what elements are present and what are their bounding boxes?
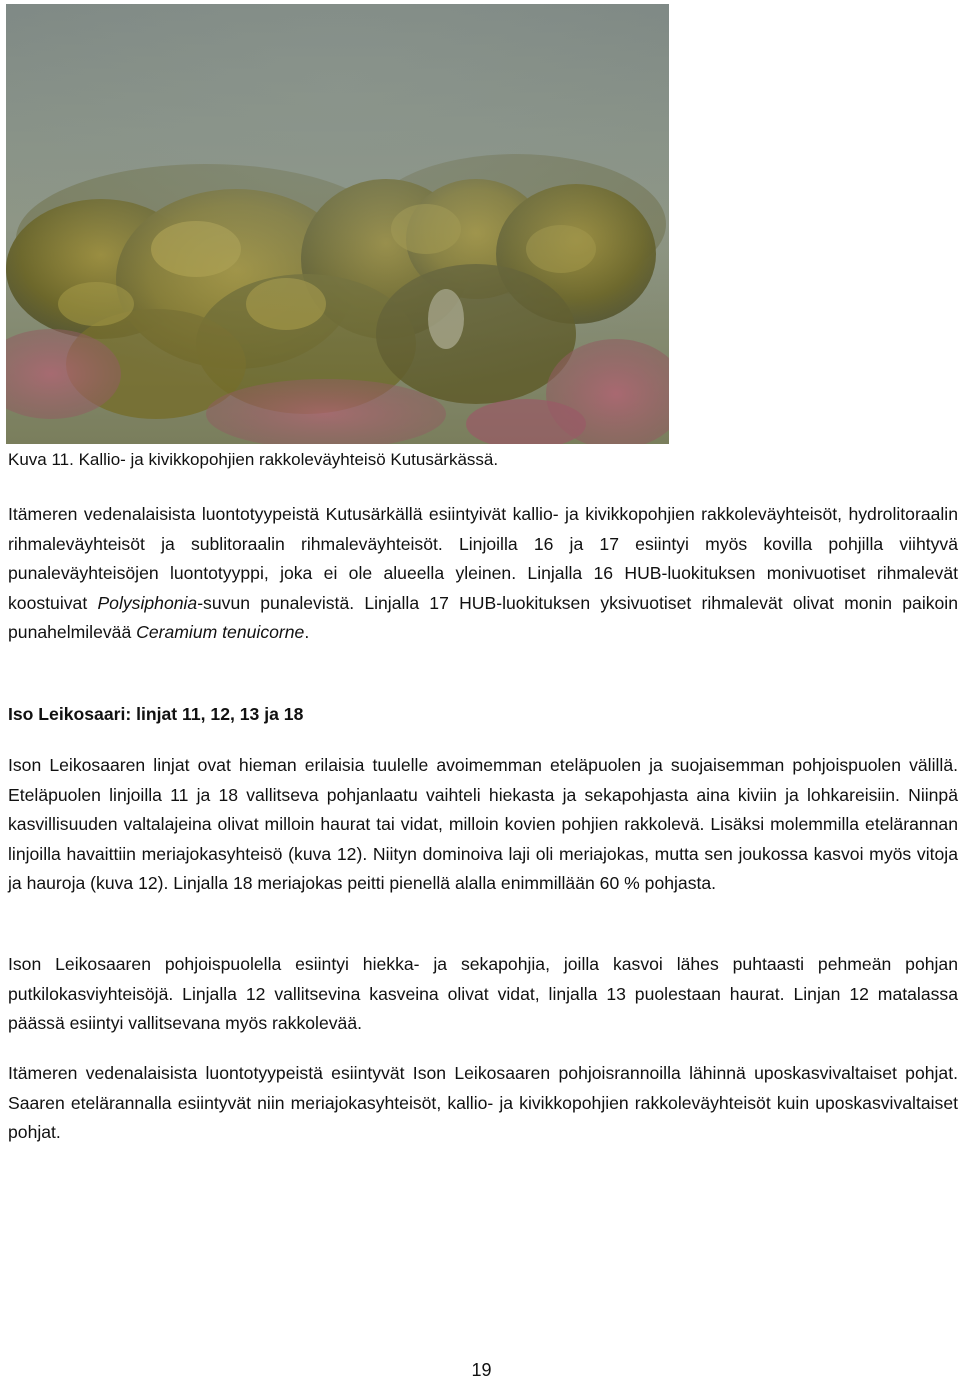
species-name-italic: Polysiphonia <box>97 592 198 613</box>
paragraph-text: . <box>304 622 310 642</box>
paragraph-text: -suvun punalevistä. Linjalla 17 HUB-luokituksen yksivuotiset rihmalevät olivat monin paikoin punahelmilevää <box>8 592 958 642</box>
paragraph-kutusarkka <box>8 500 958 648</box>
paragraph-text: Itämeren vedenalaisista luontotyypeistä Kutusärkällä esiintyivät kallio- ja kivikkopohjien rakkoleväyhteisöt, hydrolitoraalin rihmaleväyhteisöt ja sublitoraalin rihmaleväyhteisöt. Linjoilla 16 ja 17 esiintyi myös kovilla pohjilla viihtyvä punaleväyhteisöjen luontotyyppi, joka ei ole alueella yleinen. Linjalla 16 HUB-luokituksen monivuotiset rihmalevät koostuivat <box>8 504 958 613</box>
paragraph-habitat-summary: Itämeren vedenalaisista luontotyypeistä esiintyvät Ison Leikosaaren pohjoisrannoilla lähinnä uposkasvivaltaiset pohjat. Saaren etelärannalla esiintyvät niin meriajokasyhteisöt, kallio- ja kivikkopohjien rakkoleväyhteisöt kuin uposkasvivaltaiset pohjat. <box>8 1063 958 1142</box>
species-name-italic: Ceramium tenuicorne <box>136 622 305 642</box>
page-number: 19 <box>471 1360 492 1380</box>
paragraph-leikosaari-south: Ison Leikosaaren linjat ovat hieman erilaisia tuulelle avoimemman eteläpuolen ja suojaisemman pohjoispuolen välillä. Eteläpuolen linjoilla 11 ja 18 vallitseva pohjanlaatu vaihteli hiekasta ja sekapohjasta aina kiviin ja lohkareisiin. Niinpä kasvillisuuden valtalajeina olivat milloin haurat tai vidat, milloin kovien pohjien rakkolevä. Lisäksi molemmilla etelärannan linjoilla havaittiin meriajokasyhteisö (kuva 12). Niityn dominoiva laji oli meriajokas, mutta sen joukossa kasvoi myös vitoja ja hauroja (kuva 12). Linjalla 18 meriajokas peitti pienellä alalla enimmillään 60 % pohjasta. <box>8 755 958 893</box>
underwater-photo <box>6 4 669 444</box>
figure-caption: Kuva 11. Kallio- ja kivikkopohjien rakkoleväyhteisö Kutusärkässä. <box>8 450 499 469</box>
underwater-photo-illustration <box>6 4 669 444</box>
paragraph-leikosaari-north: Ison Leikosaaren pohjoispuolella esiintyi hiekka- ja sekapohjia, joilla kasvoi lähes puhtaasti pehmeän pohjan putkilokasviyhteisöjä. Linjalla 12 vallitsevina kasveina olivat vidat, linjalla 13 puolestaan haurat. Linjan 12 matalassa päässä esiintyi vallitsevana myös rakkolevää. <box>8 954 958 1033</box>
section-heading: Iso Leikosaari: linjat 11, 12, 13 ja 18 <box>8 704 304 724</box>
